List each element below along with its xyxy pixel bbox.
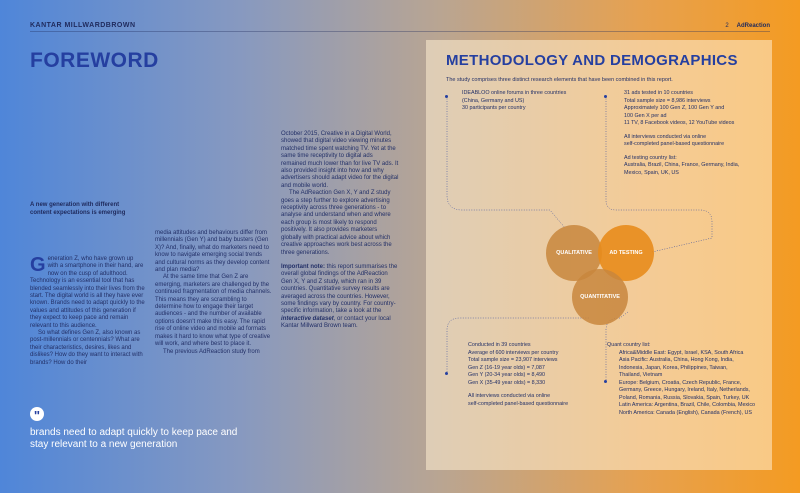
quote-icon: " bbox=[30, 407, 44, 421]
quant-line: Gen Y (20-34 year olds) = 8,490 bbox=[468, 372, 545, 378]
quant-line: Gen Z (16-19 year olds) = 7,087 bbox=[468, 364, 545, 371]
col3-paragraph-1: October 2015, Creative in a Digital World, showed that digital video viewing minutes matched time spent watching TV. Yet at the same time receptivity to digital ads remained much lower than for live TV ads. It also provided insight into how and why advertisers should adapt video for the digital and mobile world. bbox=[281, 131, 399, 189]
qualitative-details bbox=[462, 90, 602, 113]
ad-line: 11 TV, 8 Facebook videos, 12 YouTube videos bbox=[624, 120, 735, 126]
adtesting-circle: AD TESTING bbox=[598, 225, 654, 281]
section-name: AdReaction bbox=[736, 23, 770, 29]
page-number: 2 bbox=[725, 23, 729, 29]
country-line: Latin America: Argentina, Brazil, Chile, Colombia, Mexico bbox=[619, 402, 756, 408]
quantitative-circle: QUANTITATIVE bbox=[572, 269, 628, 325]
interactive-dataset-link[interactable]: interactive dataset bbox=[281, 315, 334, 322]
country-line: Germany, Greece, Hungary, Ireland, Italy, Netherlands, bbox=[619, 387, 750, 393]
qualitative-bullet bbox=[445, 95, 448, 98]
drop-cap: G bbox=[30, 254, 46, 276]
quantitative-bullet bbox=[445, 372, 448, 375]
country-line: Quant country list: bbox=[607, 342, 651, 348]
country-line: Europe: Belgium, Croatia, Czech Republic, France, bbox=[619, 379, 742, 386]
brand-logo: KANTAR MILLWARDBROWN bbox=[30, 22, 136, 29]
qual-line: 30 participants per country bbox=[462, 105, 526, 111]
quant-line: self-completed panel-based questionnaire bbox=[468, 400, 569, 407]
country-line: Asia Pacific: Australia, China, Hong Kong, India, bbox=[619, 357, 734, 363]
quant-line: Gen X (35-49 year olds) = 8,330 bbox=[468, 379, 546, 386]
col2-paragraph-1: media attitudes and behaviours differ from millennials (Gen Y) and baby busters (Gen X)? And, finally, what do marketers need to know to navigate emerging social trends and cultural norms as they develop content and plan media? bbox=[155, 230, 270, 274]
adtesting-bullet bbox=[604, 95, 607, 98]
adtesting-details bbox=[624, 90, 769, 177]
col2-paragraph-2: At the same time that Gen Z are emerging, marketers are challenged by the continued fragmentation of media channels. This means they are scrambling to determine how to engage their target audiences - and the number of available options doesn't make this easy. The rapid rise of online video and mobile ad formats makes it hard to know what type of creative will work, and where best to place it. bbox=[155, 274, 272, 348]
country-line: Thailand, Vietnam bbox=[619, 372, 663, 378]
ad-line: Ad testing country list: bbox=[624, 154, 677, 161]
ad-line: Mexico, Spain, UK, US bbox=[624, 169, 679, 176]
col1-paragraph-2: So what defines Gen Z, also known as post-millennials or centennials? What are their characteristics, desires, likes and dislikes? How do they want to interact with brands? How do their bbox=[30, 330, 143, 366]
quant-line: Conducted in 39 countries bbox=[468, 342, 531, 348]
country-line: Africa&Middle East: Egypt, Israel, KSA, South Africa bbox=[619, 349, 744, 356]
methodology-title: METHODOLOGY AND DEMOGRAPHICS bbox=[446, 52, 738, 69]
pull-quote: brands need to adapt quickly to keep pace and stay relevant to a new generation bbox=[30, 427, 238, 450]
ad-line: All interviews conducted via online bbox=[624, 133, 707, 140]
methodology-intro: The study comprises three distinct research elements that have been combined in this report. bbox=[446, 77, 673, 83]
quantitative-details bbox=[468, 342, 603, 408]
quant-line: All interviews conducted via online bbox=[468, 393, 551, 399]
qual-line: (China, Germany and US) bbox=[462, 97, 525, 104]
col1-paragraph-1: eneration Z, who have grown up with a smartphone in their hand, are now on the cusp of adulthood. Technology is an essential tool that has blended seamlessly into their lives from the start. The digital world is all they have ever known. Brands need to adapt quickly to the values and attitudes of this generation if they expect to keep pace and remain relevant to this audience. bbox=[30, 256, 145, 329]
ad-line: 100 Gen X per ad bbox=[624, 112, 667, 119]
note-end: , or contact your local Kantar Millward Brown team. bbox=[281, 315, 391, 330]
ad-line: self-completed panel-based questionnaire bbox=[624, 141, 725, 147]
qualitative-circle: QUALITATIVE bbox=[546, 225, 602, 281]
country-line: Poland, Romania, Russia, Slovakia, Spain, Turkey, UK bbox=[619, 394, 750, 401]
ad-line: 31 ads tested in 10 countries bbox=[624, 90, 693, 96]
col2-paragraph-3: The previous AdReaction study from bbox=[163, 348, 260, 355]
quant-line: Total sample size = 23,907 interviews bbox=[468, 357, 558, 363]
qual-line: IDEABLOO online forums in three countries bbox=[462, 90, 567, 96]
foreword-subhead: A new generation with different content expectations is emerging bbox=[30, 202, 126, 216]
country-line: North America: Canada (English), Canada (French), US bbox=[619, 409, 753, 416]
col3-paragraph-2: The AdReaction Gen X, Y and Z study goes a step further to explore advertising receptivity across three generations - to analyse and understand when and where each group is most likely to respond positively. It also provides marketers globally with practical advice about which creative approaches work best across the three generations. bbox=[281, 190, 392, 256]
ad-line: Approximately 100 Gen Z, 100 Gen Y and bbox=[624, 105, 725, 111]
ad-line: Australia, Brazil, China, France, Germany, India, bbox=[624, 162, 740, 168]
note-text: this report summarises the overall global findings of the AdReaction Gen X, Y and Z study, which ran in 39 countries. Quantitative survey results are averaged across the countries. However, some findings vary by country. For country-specific information, take a look at the bbox=[281, 263, 398, 315]
quant-country-list bbox=[607, 342, 772, 417]
country-line: Indonesia, Japan, Korea, Philippines, Taiwan, bbox=[619, 364, 728, 371]
foreword-title: FOREWORD bbox=[30, 49, 159, 72]
quant-line: Average of 600 interviews per country bbox=[468, 349, 559, 356]
note-label: Important note: bbox=[281, 263, 325, 270]
ad-line: Total sample size = 8,986 interviews bbox=[624, 97, 711, 104]
